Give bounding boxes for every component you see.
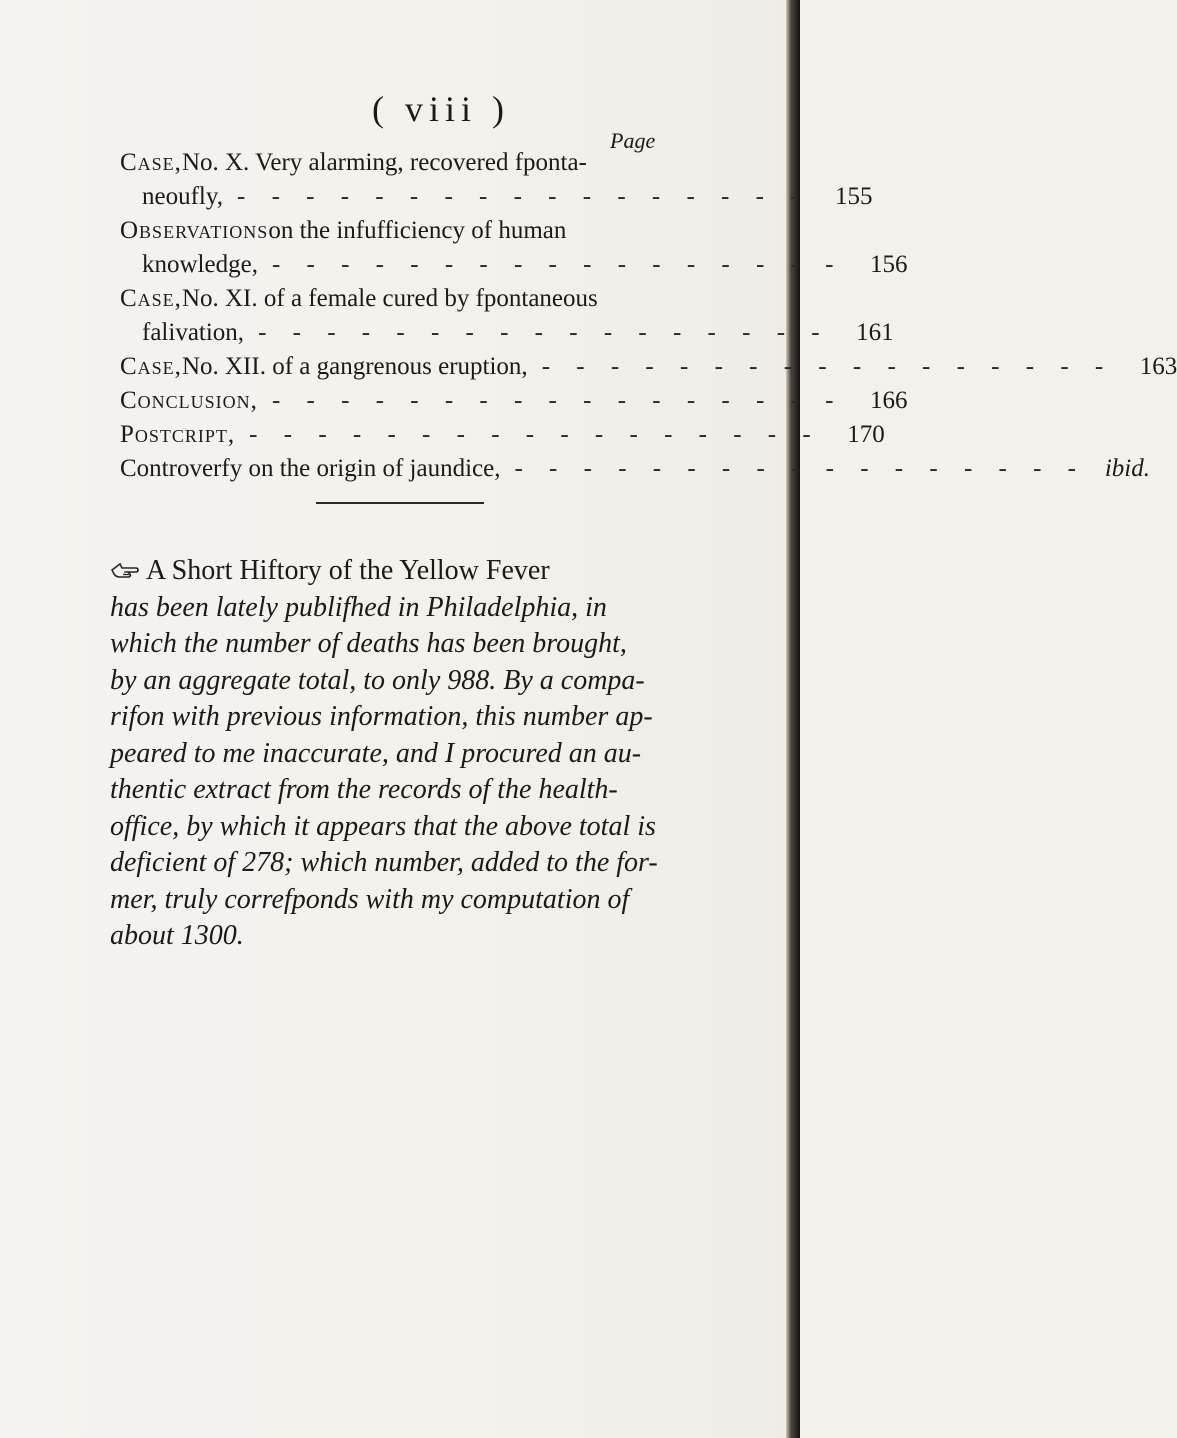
toc-entry <box>120 350 1177 384</box>
toc-entry <box>120 452 1150 486</box>
notice-line-italic: mer, truly correfponds with my computation of <box>110 883 630 915</box>
notice-line <box>110 736 685 773</box>
toc-entry <box>120 146 873 214</box>
dot-leader: - - - - - - - - - - - - - - - - - <box>541 353 1114 380</box>
notice-line-italic: deficient of 278; which number, added to the for- <box>110 847 658 878</box>
notice-line <box>110 663 685 700</box>
toc-entry-line <box>120 282 652 316</box>
toc-entry-lead: Observations <box>120 217 269 244</box>
toc-page-number: ibid. <box>1104 455 1150 482</box>
page-number: ( viii ) <box>372 89 510 129</box>
dot-leader: - - - - - - - - - - - - - - - - - <box>514 455 1086 482</box>
book-spine-edge <box>786 0 800 1438</box>
notice-paragraph <box>110 553 685 955</box>
toc-page-number: 163 <box>1139 353 1177 380</box>
toc-entry-lead: Conclusion, <box>120 387 258 414</box>
toc-entry-line <box>120 316 894 350</box>
toc-entry-lead: Case, <box>120 149 182 176</box>
toc-entry-text: on the infufficiency of human <box>268 217 567 244</box>
dot-leader: - - - - - - - - - - - - - - - - - <box>271 387 844 414</box>
notice-line-italic: about 1300. <box>110 920 244 951</box>
toc-entry-line <box>120 248 908 282</box>
notice-line-italic: which the number of deaths has been brought, <box>110 628 627 659</box>
toc-entry-text: No. XI. of a female cured by fpontaneous <box>181 285 598 312</box>
toc-entry <box>120 384 908 418</box>
notice-line-italic: has been lately publifhed in Philadelphia, in <box>110 591 607 623</box>
notice-line-italic: peared to me inaccurate, and I procured an au- <box>110 737 642 769</box>
notice-line <box>110 699 685 736</box>
notice-line <box>110 590 685 627</box>
page-column-heading: Page <box>610 128 656 153</box>
notice-line <box>110 882 685 919</box>
toc-entry-line <box>120 146 652 180</box>
notice-line <box>110 918 685 955</box>
toc-entry <box>120 282 894 350</box>
page-header <box>0 88 800 153</box>
notice-line-italic: thentic extract from the records of the health- <box>110 774 618 805</box>
toc-entry-line <box>120 214 652 248</box>
toc-entry <box>120 418 885 452</box>
notice-line-italic: rifon with previous information, this number ap- <box>110 701 653 732</box>
pointing-hand-icon <box>110 559 140 581</box>
section-divider-rule <box>316 502 484 504</box>
toc-entry-line <box>120 180 873 214</box>
notice-line <box>110 809 685 846</box>
toc-entry-text: No. XII. of a gangrenous eruption, <box>181 353 528 380</box>
toc-page-number: 166 <box>869 387 908 414</box>
toc-entry-line <box>120 350 1177 384</box>
toc-page-number: 155 <box>835 183 873 210</box>
notice-line-italic: office, by which it appears that the above total is <box>110 810 656 842</box>
table-of-contents <box>120 146 1177 486</box>
toc-entry-line <box>120 418 885 452</box>
toc-entry <box>120 214 908 282</box>
toc-entry-continuation: falivation, <box>142 319 245 346</box>
toc-entry-text: Controverfy on the origin of jaundice, <box>120 455 501 482</box>
dot-leader: - - - - - - - - - - - - - - - - - <box>249 421 821 448</box>
notice-line <box>110 553 685 590</box>
toc-entry-lead: Case, <box>120 353 182 380</box>
toc-entry-text: No. X. Very alarming, recovered fponta- <box>181 149 587 176</box>
notice-line <box>110 772 685 809</box>
notice-line <box>110 845 685 882</box>
toc-entry-lead: Postcript, <box>120 421 236 448</box>
notice-line-italic: by an aggregate total, to only 988. By a compa- <box>110 664 645 696</box>
dot-leader: - - - - - - - - - - - - - - - - - <box>237 183 809 210</box>
notice-line <box>110 626 685 663</box>
toc-page-number: 161 <box>856 319 894 346</box>
toc-page-number: 156 <box>869 251 908 278</box>
toc-entry-line <box>120 384 908 418</box>
notice-line-roman: A Short Hiftory of the Yellow Fever <box>146 555 550 586</box>
dot-leader: - - - - - - - - - - - - - - - - - <box>258 319 830 346</box>
toc-entry-continuation: neoufly, <box>142 183 223 210</box>
dot-leader: - - - - - - - - - - - - - - - - - <box>271 251 844 278</box>
toc-page-number: 170 <box>847 421 885 448</box>
toc-entry-continuation: knowledge, <box>142 251 258 278</box>
toc-entry-line <box>120 452 1150 486</box>
toc-entry-lead: Case, <box>120 285 182 312</box>
